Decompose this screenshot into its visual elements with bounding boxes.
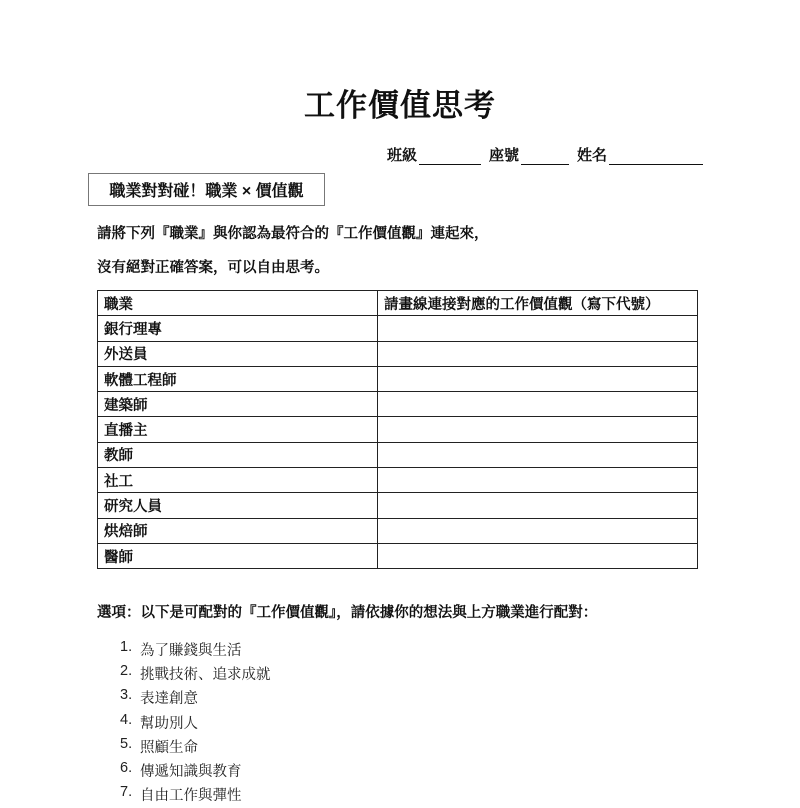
- answer-cell[interactable]: [378, 468, 698, 493]
- job-cell: 建築師: [98, 392, 378, 417]
- table-row: [98, 518, 698, 543]
- job-cell: 教師: [98, 442, 378, 467]
- matching-table: [97, 290, 698, 569]
- class-field[interactable]: [387, 144, 481, 165]
- option-text: 照顧生命: [140, 739, 198, 756]
- answer-cell[interactable]: [378, 493, 698, 518]
- seat-label: 座號: [488, 147, 519, 164]
- job-cell: 研究人員: [98, 493, 378, 518]
- seat-field[interactable]: [489, 144, 569, 165]
- option-text: 挑戰技術、追求成就: [140, 667, 271, 684]
- name-label: 姓名: [576, 147, 607, 164]
- table-row: [98, 442, 698, 467]
- answer-cell[interactable]: [378, 442, 698, 467]
- list-item: [120, 760, 271, 784]
- job-cell: 外送員: [98, 341, 378, 366]
- option-text: 表達創意: [140, 691, 198, 708]
- answer-cell[interactable]: [378, 316, 698, 341]
- list-item: [120, 687, 271, 711]
- list-item: [120, 639, 271, 663]
- option-number: 6.: [120, 759, 133, 776]
- answer-cell[interactable]: [378, 341, 698, 366]
- option-number: 5.: [120, 735, 133, 752]
- option-text: 為了賺錢與生活: [140, 643, 242, 659]
- answer-cell[interactable]: [378, 392, 698, 417]
- list-item: [120, 736, 271, 760]
- table-row: [98, 316, 698, 341]
- list-item: [120, 663, 271, 687]
- table-row: [98, 468, 698, 493]
- option-number: 4.: [120, 711, 133, 728]
- list-item: [120, 712, 271, 736]
- job-cell: 直播主: [98, 417, 378, 442]
- table-row: [98, 366, 698, 391]
- name-blank[interactable]: [609, 150, 703, 165]
- seat-blank[interactable]: [521, 150, 569, 165]
- job-cell: 醫師: [98, 543, 378, 568]
- table-row: [98, 543, 698, 568]
- job-cell: 銀行理專: [98, 316, 378, 341]
- option-number: 1.: [120, 639, 133, 655]
- instruction-line: 沒有絕對正確答案，可以自由思考。: [97, 260, 329, 276]
- job-cell: 社工: [98, 468, 378, 493]
- answer-cell[interactable]: [378, 417, 698, 442]
- option-number: 7.: [120, 784, 133, 801]
- answer-cell[interactable]: [378, 366, 698, 391]
- answer-cell[interactable]: [378, 518, 698, 543]
- class-blank[interactable]: [419, 150, 481, 165]
- option-number: 3.: [120, 687, 133, 704]
- table-row: [98, 341, 698, 366]
- instruction-line: 請將下列『職業』與你認為最符合的『工作價值觀』連起來，: [97, 226, 489, 242]
- page-title: 工作價值思考: [304, 88, 496, 123]
- list-item: [120, 784, 271, 808]
- option-text: 傳遞知識與教育: [140, 763, 242, 780]
- table-header-row: [98, 291, 698, 316]
- options-list: [120, 639, 271, 808]
- table-row: [98, 392, 698, 417]
- option-text: 幫助別人: [140, 715, 198, 732]
- answer-cell[interactable]: [378, 543, 698, 568]
- header-job: 職業: [98, 291, 378, 316]
- job-cell: 烘焙師: [98, 518, 378, 543]
- option-number: 2.: [120, 663, 133, 680]
- class-label: 班級: [386, 147, 417, 164]
- options-heading: 選項：以下是可配對的『工作價值觀』，請依據你的想法與上方職業進行配對：: [97, 605, 598, 621]
- job-cell: 軟體工程師: [98, 366, 378, 391]
- table-row: [98, 417, 698, 442]
- section-title: 職業對對碰！職業 × 價值觀: [88, 173, 325, 206]
- name-field[interactable]: [577, 144, 703, 165]
- table-row: [98, 493, 698, 518]
- student-info: [387, 144, 703, 165]
- header-answer: 請畫線連接對應的工作價值觀（寫下代號）: [378, 291, 698, 316]
- option-text: 自由工作與彈性: [140, 788, 242, 805]
